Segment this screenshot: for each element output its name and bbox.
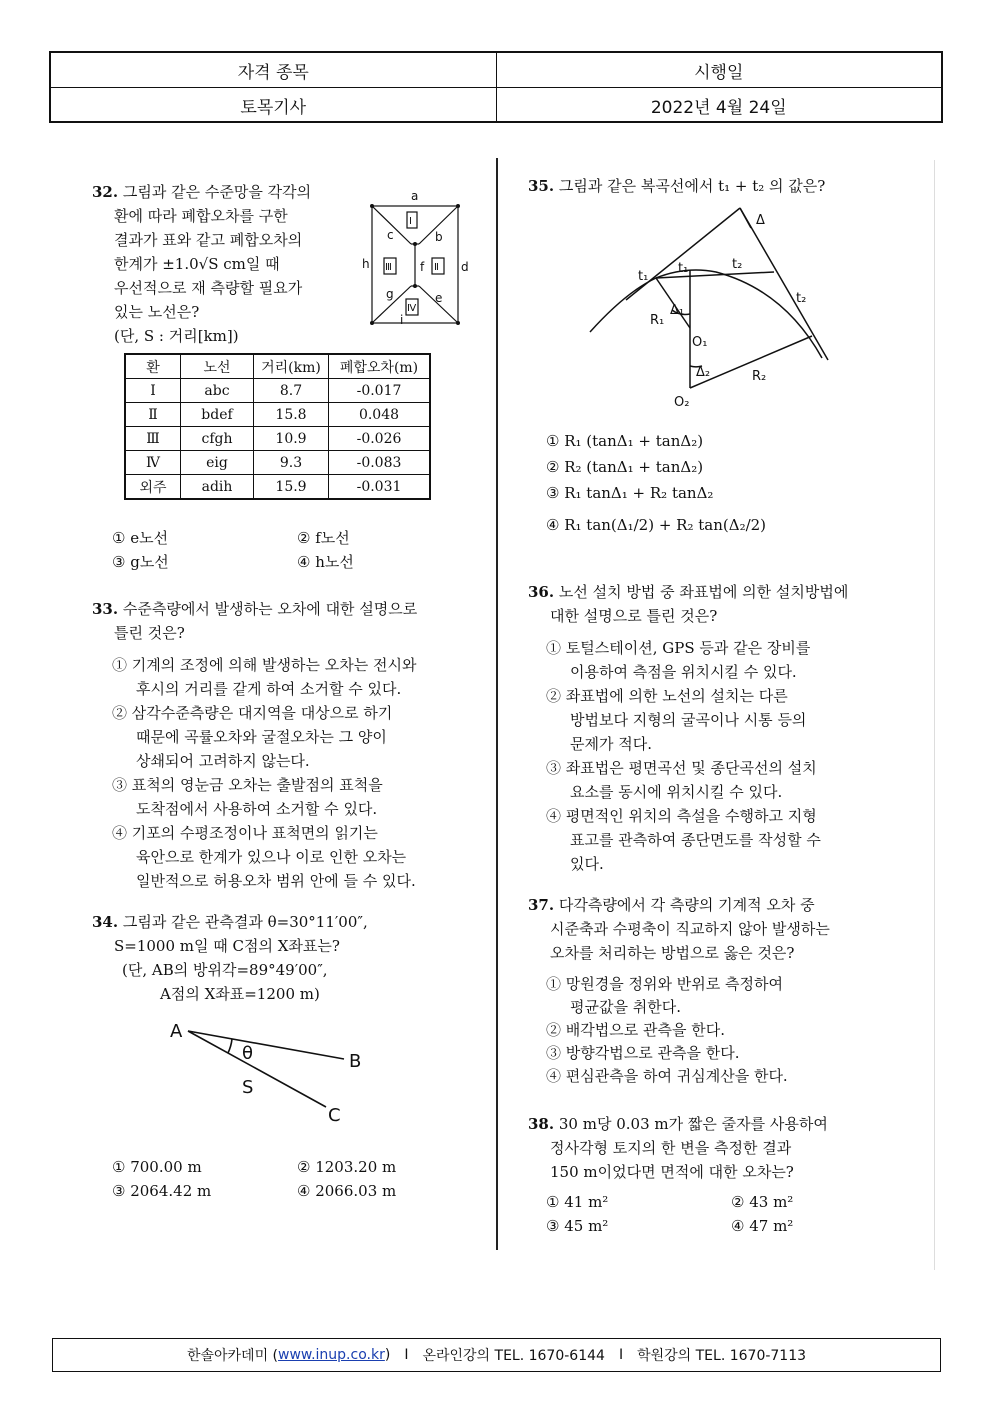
angle-label-theta: θ — [242, 1043, 254, 1064]
footer-academy-phone: 학원강의 TEL. 1670-7113 — [637, 1348, 807, 1364]
route-label-c: c — [387, 228, 394, 242]
answer-option[interactable]: ③ 방향각법으로 관측을 한다. — [546, 1044, 740, 1062]
option-line: 평균값을 취한다. — [570, 998, 681, 1016]
answer-option[interactable]: ④ 47 m² — [731, 1217, 794, 1235]
option-line: 일반적으로 허용오차 범위 안에 들 수 있다. — [136, 872, 416, 890]
option-line: 있다. — [570, 855, 604, 873]
table-cell: Ⅲ — [125, 427, 181, 451]
table-header: 거리(km) — [254, 354, 329, 379]
question-text-line: 우선적으로 재 측량할 필요가 — [114, 279, 303, 297]
question-38 — [528, 1112, 928, 1238]
table-cell: cfgh — [181, 427, 254, 451]
option-line: 상쇄되어 고려하지 않는다. — [136, 752, 310, 770]
loop-label-3: Ⅲ — [385, 262, 392, 273]
angle-label-delta2: Δ₂ — [696, 365, 711, 380]
table-row — [125, 451, 430, 475]
header-date-value: 2022년 4월 24일 — [496, 88, 942, 122]
point-label-c: C — [328, 1105, 341, 1126]
option-line: 이용하여 측점을 위치시킬 수 있다. — [570, 663, 797, 681]
route-label-f: f — [420, 260, 425, 274]
question-32 — [92, 180, 362, 348]
answer-option[interactable] — [112, 701, 492, 773]
route-label-i: i — [400, 313, 404, 327]
question-text-line: 결과가 표와 같고 폐합오차의 — [114, 231, 303, 249]
footer-website-link[interactable]: www.inup.co.kr — [278, 1347, 385, 1363]
question-33 — [92, 597, 492, 893]
table-cell: eig — [181, 451, 254, 475]
exam-header-table — [49, 51, 943, 123]
option-line: ④ 평면적인 위치의 측설을 수행하고 지형 — [546, 807, 817, 825]
table-cell: -0.031 — [329, 475, 431, 500]
table-cell: 외주 — [125, 475, 181, 500]
question-35-options — [546, 428, 906, 538]
question-35 — [528, 174, 928, 198]
question-number: 34. — [92, 913, 119, 931]
table-cell: -0.026 — [329, 427, 431, 451]
answer-option[interactable] — [546, 804, 928, 876]
question-text-line: 오차를 처리하는 방법으로 옳은 것은? — [550, 944, 795, 962]
question-note: (단, AB의 방위각=89°49′00″, — [122, 961, 328, 979]
tangent-label-t2-top: t₂ — [732, 257, 743, 272]
answer-option[interactable] — [546, 973, 928, 1019]
answer-option[interactable] — [112, 773, 492, 821]
answer-option[interactable] — [112, 653, 492, 701]
question-text-line: 30 m당 0.03 m가 짧은 줄자를 사용하여 — [558, 1115, 828, 1133]
center-label-o1: O₁ — [692, 335, 708, 350]
table-cell: adih — [181, 475, 254, 500]
route-label-e: e — [435, 291, 443, 305]
option-line: ① 토털스테이션, GPS 등과 같은 장비를 — [546, 639, 811, 657]
table-cell: Ⅱ — [125, 403, 181, 427]
question-text-line: 그림과 같은 복곡선에서 t₁ + t₂ 의 값은? — [558, 177, 826, 195]
answer-option[interactable]: ③ R₁ tanΔ₁ + R₂ tanΔ₂ — [546, 484, 714, 502]
table-cell: 15.8 — [254, 403, 329, 427]
option-line: ① 기계의 조정에 의해 발생하는 오차는 전시와 — [112, 656, 417, 674]
table-cell: -0.017 — [329, 379, 431, 403]
answer-option[interactable]: ② 배각법으로 관측을 한다. — [546, 1021, 725, 1039]
answer-option[interactable]: ② f노선 — [297, 529, 350, 547]
question-text-line: 그림과 같은 관측결과 θ=30°11′00″, — [122, 913, 368, 931]
option-line: 때문에 곡률오차와 굴절오차는 그 양이 — [136, 728, 387, 746]
question-number: 32. — [92, 183, 119, 201]
loop-label-2: Ⅱ — [434, 262, 439, 273]
table-cell: 10.9 — [254, 427, 329, 451]
option-line: 문제가 적다. — [570, 735, 652, 753]
footer-brand: 한솔아카데미 ( — [186, 1348, 279, 1364]
question-text-line: 시준축과 수평축이 직교하지 않아 발생하는 — [550, 920, 830, 938]
question-number: 36. — [528, 583, 555, 601]
table-cell: -0.083 — [329, 451, 431, 475]
answer-option[interactable] — [546, 684, 928, 756]
header-date-label: 시행일 — [496, 53, 942, 87]
question-text-line: 있는 노선은? — [114, 303, 200, 321]
tangent-label-t1: t₁ — [638, 269, 649, 284]
table-header-row — [125, 354, 430, 379]
option-line: 후시의 거리를 같게 하여 소거할 수 있다. — [136, 680, 402, 698]
question-text-line: 그림과 같은 수준망을 각각의 — [122, 183, 312, 201]
question-text-line: 수준측량에서 발생하는 오차에 대한 설명으로 — [122, 600, 418, 618]
option-line: 방법보다 지형의 굴곡이나 시통 등의 — [570, 711, 807, 729]
answer-option[interactable]: ④ 편심관측을 하여 귀심계산을 한다. — [546, 1067, 788, 1085]
option-line: ③ 표척의 영눈금 오차는 출발점의 표척을 — [112, 776, 383, 794]
answer-option[interactable]: ① e노선 — [112, 529, 169, 547]
table-cell: abc — [181, 379, 254, 403]
question-number: 35. — [528, 177, 555, 195]
answer-option[interactable] — [546, 636, 928, 684]
level-network-diagram — [362, 186, 472, 334]
loop-label-4: Ⅳ — [407, 303, 417, 314]
question-number: 33. — [92, 600, 119, 618]
question-32-options — [112, 526, 482, 574]
question-text-line: 환에 따라 폐합오차를 구한 — [114, 207, 288, 225]
question-36 — [528, 580, 928, 876]
question-number: 38. — [528, 1115, 555, 1133]
table-row — [125, 427, 430, 451]
bearing-diagram — [166, 1015, 376, 1130]
route-label-g: g — [386, 287, 394, 301]
answer-option[interactable]: ④ R₁ tan(Δ₁/2) + R₂ tan(Δ₂/2) — [546, 516, 767, 534]
answer-option[interactable] — [112, 821, 492, 893]
radius-label-r2: R₂ — [752, 369, 767, 384]
route-label-a: a — [411, 189, 419, 203]
route-label-d: d — [461, 260, 469, 274]
table-cell: 9.3 — [254, 451, 329, 475]
question-text-line: 틀린 것은? — [114, 624, 185, 642]
question-34 — [92, 910, 492, 1006]
closure-error-table — [124, 353, 431, 500]
option-line: 요소를 동시에 위치시킬 수 있다. — [570, 783, 783, 801]
table-header: 노선 — [181, 354, 254, 379]
option-line: ④ 기포의 수평조정이나 표척면의 읽기는 — [112, 824, 378, 842]
option-line: 표고를 관측하여 종단면도를 작성할 수 — [570, 831, 821, 849]
loop-label-1: Ⅰ — [409, 216, 412, 227]
route-label-h: h — [362, 257, 370, 271]
question-text-line: 정사각형 토지의 한 변을 측정한 결과 — [550, 1139, 792, 1157]
answer-option[interactable]: ① 700.00 m — [112, 1158, 202, 1176]
route-label-b: b — [435, 230, 443, 244]
compound-curve-diagram — [586, 200, 846, 412]
question-number: 37. — [528, 896, 555, 914]
table-header: 폐합오차(m) — [329, 354, 431, 379]
table-cell: 8.7 — [254, 379, 329, 403]
center-label-o2: O₂ — [674, 395, 690, 410]
answer-option[interactable]: ③ 45 m² — [546, 1217, 609, 1235]
header-subject-value: 토목기사 — [240, 97, 307, 118]
tangent-label-t2: t₂ — [796, 291, 807, 306]
answer-option[interactable]: ② 43 m² — [731, 1193, 794, 1211]
footer-bar — [52, 1338, 941, 1372]
answer-option[interactable]: ② R₂ (tanΔ₁ + tanΔ₂) — [546, 458, 704, 476]
option-line: ② 좌표법에 의한 노선의 설치는 다른 — [546, 687, 788, 705]
distance-label-s: S — [242, 1077, 254, 1098]
table-cell: 15.9 — [254, 475, 329, 500]
right-margin-line — [934, 160, 935, 1270]
tangent-label-t1-top: t₁ — [678, 261, 689, 276]
footer-paren: ) — [384, 1347, 391, 1363]
answer-option[interactable]: ④ 2066.03 m — [297, 1182, 397, 1200]
answer-option[interactable]: ① R₁ (tanΔ₁ + tanΔ₂) — [546, 432, 704, 450]
question-37 — [528, 893, 928, 1088]
table-row — [125, 403, 430, 427]
question-note: (단, S : 거리[km]) — [114, 327, 239, 345]
option-line: ② 삼각수준측량은 대지역을 대상으로 하기 — [112, 704, 393, 722]
answer-option[interactable]: ④ h노선 — [297, 553, 354, 571]
option-line: 도착점에서 사용하여 소거할 수 있다. — [136, 800, 378, 818]
question-text-line: 다각측량에서 각 측량의 기계적 오차 중 — [558, 896, 815, 914]
header-subject-label: 자격 종목 — [237, 62, 309, 83]
option-line: 육안으로 한계가 있으나 이로 인한 오차는 — [136, 848, 407, 866]
footer-online-phone: 온라인강의 TEL. 1670-6144 — [422, 1348, 605, 1364]
option-line: ③ 좌표법은 평면곡선 및 종단곡선의 설치 — [546, 759, 817, 777]
table-header: 환 — [125, 354, 181, 379]
table-cell: bdef — [181, 403, 254, 427]
table-row — [125, 379, 430, 403]
footer-separator: I — [404, 1347, 409, 1363]
question-text-line: 한계가 ±1.0√S cm일 때 — [114, 255, 280, 273]
question-text-line: 150 m이었다면 면적에 대한 오차는? — [550, 1163, 794, 1181]
column-divider — [496, 158, 498, 1250]
table-cell: Ⅳ — [125, 451, 181, 475]
question-note: A점의 X좌표=1200 m) — [160, 985, 320, 1003]
footer-separator: I — [618, 1347, 624, 1363]
question-text-line: S=1000 m일 때 C점의 X좌표는? — [114, 937, 340, 955]
answer-option[interactable] — [546, 756, 928, 804]
question-34-options — [112, 1155, 482, 1203]
option-line: ① 망원경을 정위와 반위로 측정하여 — [546, 975, 783, 993]
table-cell: 0.048 — [329, 403, 431, 427]
point-label-a: A — [170, 1021, 183, 1042]
answer-option[interactable]: ③ 2064.42 m — [112, 1182, 212, 1200]
answer-option[interactable]: ③ g노선 — [112, 553, 169, 571]
angle-label-delta1: Δ₁ — [670, 303, 685, 318]
answer-option[interactable]: ① 41 m² — [546, 1193, 609, 1211]
question-text-line: 대한 설명으로 틀린 것은? — [550, 607, 718, 625]
table-cell: Ⅰ — [125, 379, 181, 403]
point-label-b: B — [349, 1051, 362, 1072]
radius-label-r1: R₁ — [650, 313, 665, 328]
question-text-line: 노선 설치 방법 중 좌표법에 의한 설치방법에 — [558, 583, 849, 601]
angle-label-delta: Δ — [756, 213, 765, 228]
table-row — [125, 475, 430, 500]
answer-option[interactable]: ② 1203.20 m — [297, 1158, 397, 1176]
